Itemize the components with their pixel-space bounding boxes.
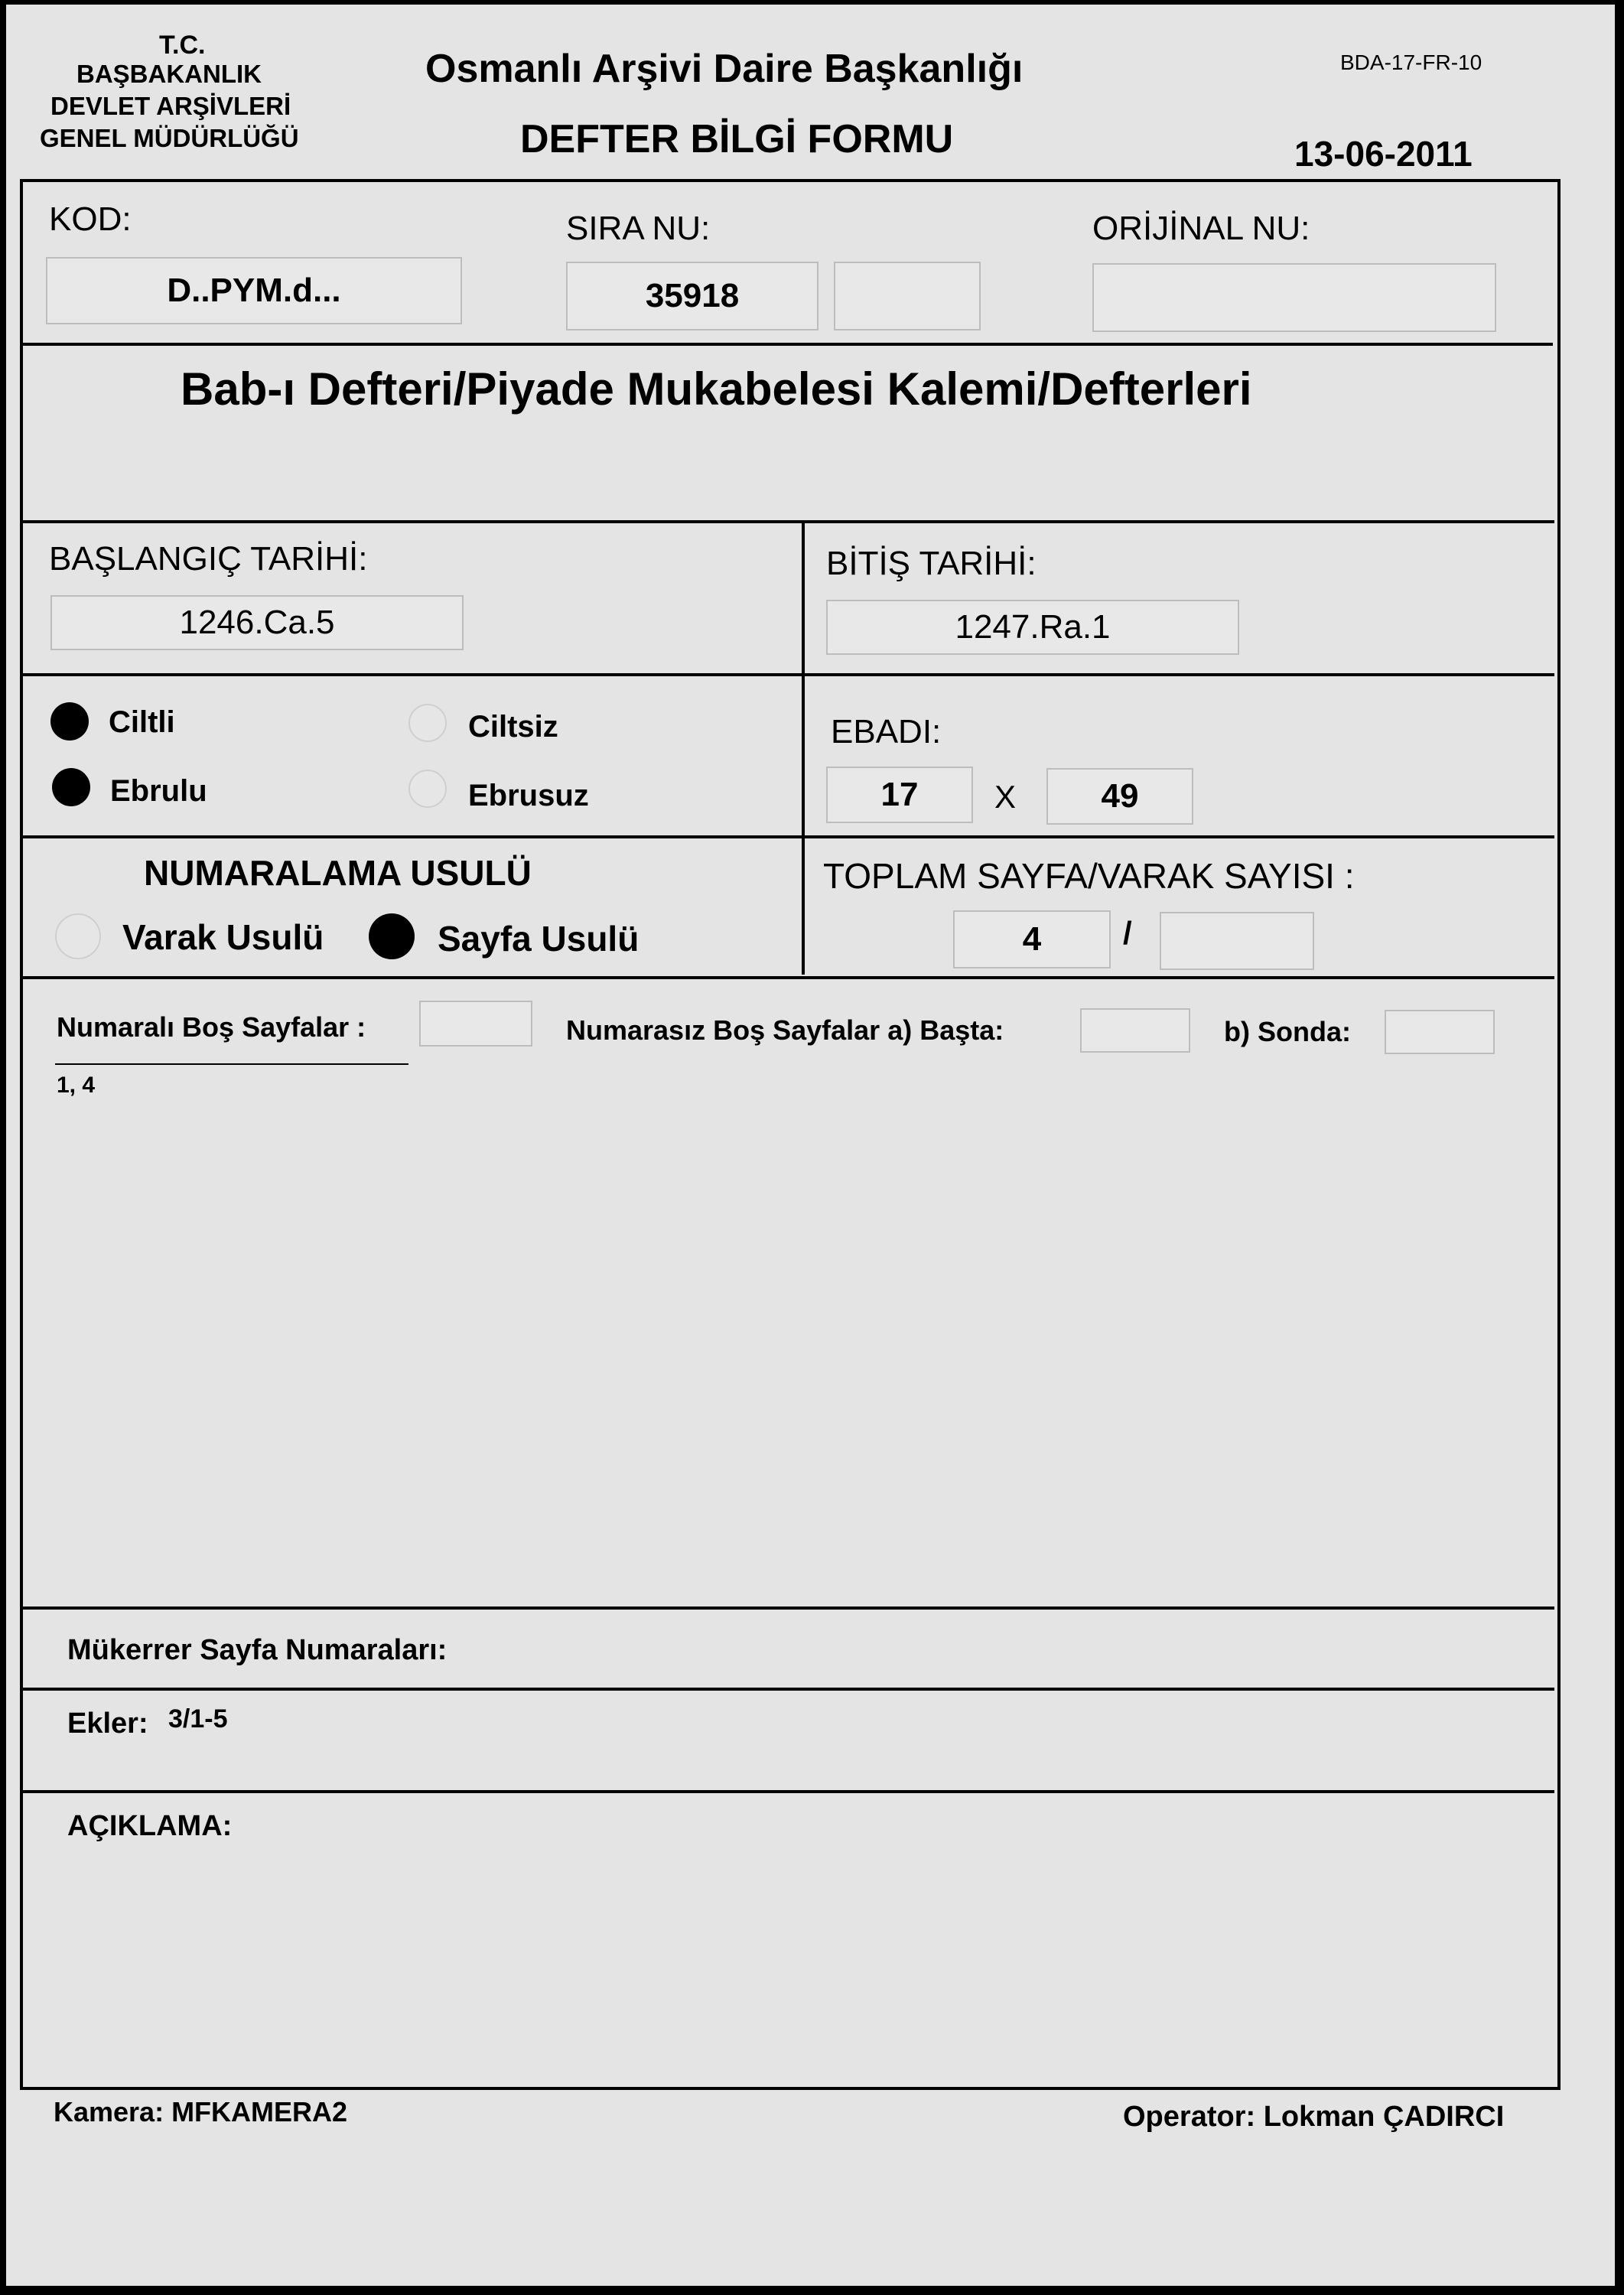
dimensions-label: EBADI:: [831, 713, 942, 750]
end-date-field[interactable]: [826, 600, 1239, 655]
varak-usulu-label: Varak Usulü: [122, 917, 324, 957]
divider: [23, 343, 1553, 346]
dimension-height-field[interactable]: [1046, 768, 1193, 825]
kod-field[interactable]: [46, 257, 462, 324]
end-date-value: 1247.Ra.1: [955, 608, 1111, 646]
divider: [23, 1790, 1554, 1793]
total-pages-value: 4: [1022, 920, 1042, 958]
start-date-field[interactable]: [50, 595, 464, 650]
org-line-1: T.C.: [159, 31, 206, 60]
ekler-label: Ekler:: [67, 1707, 148, 1740]
total-pages-label: TOPLAM SAYFA/VARAK SAYISI :: [823, 856, 1355, 896]
camera-label: Kamera: MFKAMERA2: [54, 2096, 348, 2127]
sayfa-usulu-radio[interactable]: [369, 913, 415, 959]
orijinal-field[interactable]: [1092, 263, 1496, 332]
dimension-height-value: 49: [1101, 777, 1139, 815]
dimension-width-field[interactable]: [826, 767, 973, 823]
divider: [23, 520, 1554, 523]
ciltli-label: Ciltli: [109, 705, 175, 739]
dimension-separator: X: [994, 779, 1017, 815]
numbered-blank-field[interactable]: [419, 1001, 532, 1047]
form-frame: [20, 179, 1561, 2090]
divider: [23, 1606, 1554, 1610]
divider: [23, 1688, 1554, 1691]
ekler-value: 3/1-5: [168, 1704, 228, 1733]
org-line-3: DEVLET ARŞİVLERİ: [50, 92, 291, 120]
form-title: DEFTER BİLGİ FORMU: [520, 117, 954, 161]
sira-value: 35918: [645, 277, 740, 314]
end-date-label: BİTİŞ TARİHİ:: [826, 545, 1037, 582]
org-line-4: GENEL MÜDÜRLÜĞÜ: [40, 124, 299, 152]
numbered-blank-label: Numaralı Boş Sayfalar :: [57, 1011, 366, 1043]
org-line-2: BAŞBAKANLIK: [76, 60, 262, 88]
unnumbered-end-field[interactable]: [1385, 1010, 1495, 1054]
kod-value: D..PYM.d...: [167, 272, 341, 309]
total-pages-field[interactable]: [953, 910, 1111, 968]
ebrusuz-label: Ebrusuz: [468, 779, 589, 812]
underline: [55, 1063, 408, 1065]
divider: [23, 835, 1554, 838]
dimension-width-value: 17: [880, 776, 919, 813]
sira-extra-field[interactable]: [834, 262, 981, 330]
dept-title: Osmanlı Arşivi Daire Başkanlığı: [425, 47, 1024, 91]
ledger-title: Bab-ı Defteri/Piyade Mukabelesi Kalemi/Defterleri: [181, 363, 1252, 415]
unnumbered-blank-label: Numarasız Boş Sayfalar a) Başta:: [566, 1014, 1004, 1046]
total-varak-field[interactable]: [1160, 912, 1314, 970]
varak-usulu-radio[interactable]: [55, 913, 101, 959]
divider: [23, 976, 1554, 979]
form-date: 13-06-2011: [1294, 134, 1473, 174]
form-sheet: [6, 5, 1615, 2286]
ebrulu-label: Ebrulu: [110, 774, 207, 808]
ciltsiz-label: Ciltsiz: [468, 710, 558, 744]
start-date-value: 1246.Ca.5: [179, 604, 335, 641]
unnumbered-start-field[interactable]: [1080, 1008, 1190, 1053]
duplicates-label: Mükerrer Sayfa Numaraları:: [67, 1634, 447, 1666]
ciltli-radio[interactable]: [50, 702, 89, 741]
kod-label: KOD:: [49, 200, 132, 238]
numbering-label: NUMARALAMA USULÜ: [144, 853, 532, 893]
sira-label: SIRA NU:: [566, 210, 711, 247]
form-code: BDA-17-FR-10: [1340, 50, 1482, 74]
numbered-blank-value: 1, 4: [57, 1073, 96, 1098]
ebrusuz-radio[interactable]: [408, 770, 447, 808]
aciklama-label: AÇIKLAMA:: [67, 1810, 233, 1842]
total-pages-slash: /: [1123, 915, 1132, 951]
ciltsiz-radio[interactable]: [408, 704, 447, 742]
divider: [23, 673, 1554, 676]
unnumbered-end-label: b) Sonda:: [1224, 1016, 1351, 1047]
operator-label: Operator: Lokman ÇADIRCI: [1123, 2101, 1505, 2133]
ebrulu-radio[interactable]: [52, 768, 90, 806]
orijinal-label: ORİJİNAL NU:: [1092, 210, 1310, 247]
start-date-label: BAŞLANGIÇ TARİHİ:: [49, 540, 368, 578]
sira-field[interactable]: [566, 262, 819, 330]
sayfa-usulu-label: Sayfa Usulü: [438, 919, 640, 959]
column-divider: [802, 522, 805, 975]
